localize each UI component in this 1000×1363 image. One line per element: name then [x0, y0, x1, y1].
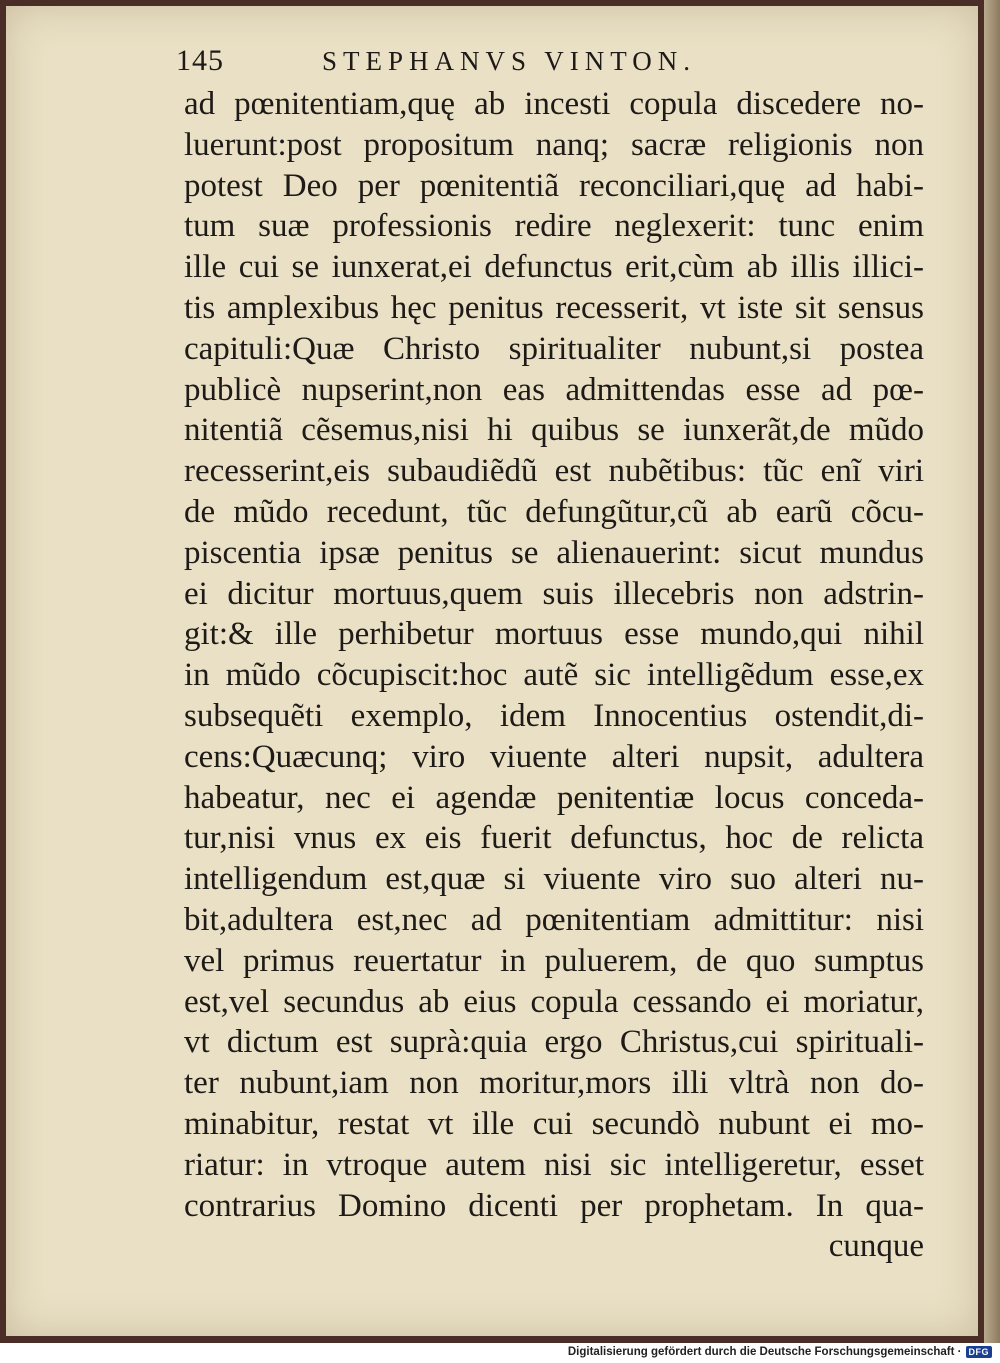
- page-edge: [984, 0, 1000, 1343]
- text-line: habeatur, nec ei agendæ penitentiæ locus conceda-: [184, 779, 924, 816]
- text-line: est,vel secundus ab eius copula cessando ei moriatur,: [184, 983, 924, 1020]
- text-line: riatur: in vtroque autem nisi sic intelligeretur, esset: [184, 1146, 924, 1183]
- text-line: vt dictum est suprà:quia ergo Christus,cui spirituali-: [184, 1024, 924, 1061]
- text-line: git:& ille perhibetur mortuus esse mundo,qui nihil: [184, 616, 924, 653]
- text-line: cens:Quæcunq; viro viuente alteri nupsit, adultera: [184, 738, 924, 775]
- text-line: tis amplexibus hęc penitus recesserit, vt iste sit sensus: [184, 289, 924, 326]
- text-line: luerunt:post propositum nanq; sacræ religionis non: [184, 126, 924, 163]
- text-line: tur,nisi vnus ex eis fuerit defunctus, hoc de relicta: [184, 820, 924, 857]
- text-line: piscentia ipsæ penitus se alienauerint: sicut mundus: [184, 534, 924, 571]
- catchword: cunque: [828, 1228, 924, 1265]
- dfg-logo: DFG: [966, 1346, 993, 1358]
- book-page: [6, 6, 978, 1336]
- text-line: contrarius Domino dicenti per prophetam. In qua-: [184, 1187, 924, 1224]
- text-line: bit,adultera est,nec ad pœnitentiam admittitur: nisi: [184, 901, 924, 938]
- running-title: STEPHANVS VINTON.: [322, 46, 697, 76]
- body-text: [184, 84, 924, 1267]
- text-line: ter nubunt,iam non moritur,mors illi vltrà non do-: [184, 1065, 924, 1102]
- text-line: minabitur, restat vt ille cui secundò nubunt ei mo-: [184, 1105, 924, 1142]
- text-line: recesserint,eis subaudiẽdũ est nubẽtibus: tũc enĩ viri: [184, 453, 924, 490]
- text-line: ei dicitur mortuus,quem suis illecebris non adstrin-: [184, 575, 924, 612]
- text-line: publicè nupserint,non eas admittendas esse ad pœ-: [184, 371, 924, 408]
- text-line: de mũdo recedunt, tũc defungũtur,cũ ab earũ cõcu-: [184, 493, 924, 530]
- text-line: potest Deo per pœnitentiã reconciliari,quę ad habi-: [184, 167, 924, 204]
- page-number: 145: [176, 44, 224, 77]
- text-line: ille cui se iunxerat,ei defunctus erit,cùm ab illis illici-: [184, 249, 924, 286]
- text-line: intelligendum est,quæ si viuente viro suo alteri nu-: [184, 861, 924, 898]
- digitization-credit: [568, 1343, 992, 1361]
- text-line: in mũdo cõcupiscit:hoc autẽ sic intelligẽdum esse,ex: [184, 657, 924, 694]
- text-line: ad pœnitentiam,quę ab incesti copula discedere no-: [184, 86, 924, 122]
- text-line: nitentiã cẽsemus,nisi hi quibus se iunxerãt,de mũdo: [184, 412, 924, 449]
- text-line: capituli:Quæ Christo spiritualiter nubunt,si postea: [184, 330, 924, 367]
- running-head: [176, 44, 796, 84]
- text-line: subsequẽti exemplo, idem Innocentius ostendit,di-: [184, 697, 924, 734]
- text-line: vel primus reuertatur in puluerem, de quo sumptus: [184, 942, 924, 979]
- credit-text: Digitalisierung gefördert durch die Deutsche Forschungsgemeinschaft ·: [567, 1346, 962, 1358]
- text-line: tum suæ professionis redire neglexerit: tunc enim: [184, 208, 924, 245]
